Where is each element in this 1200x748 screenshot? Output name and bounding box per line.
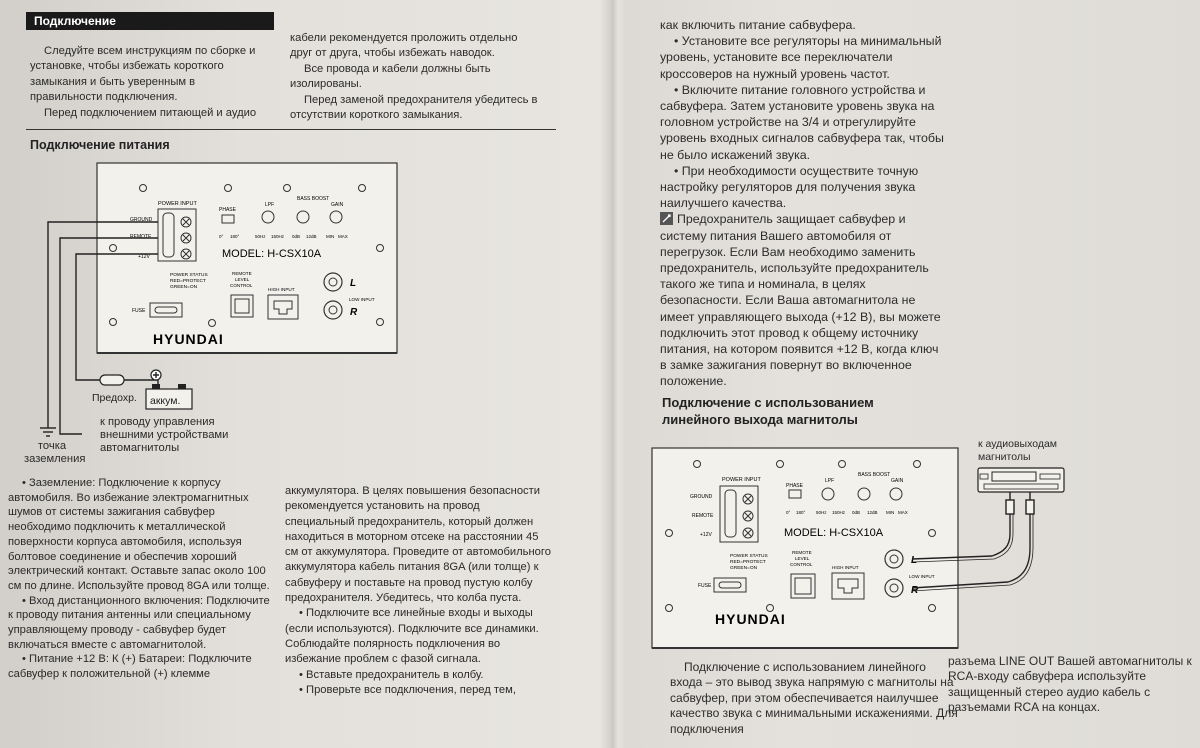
body-column-1: [8, 476, 270, 682]
intro-column-2: [290, 31, 542, 123]
fuse-panel-label: FUSE: [698, 583, 712, 589]
lpf-50-label: 50Hz: [255, 234, 266, 239]
bass-boost-0-label: 0dB: [852, 510, 861, 515]
amplifier-panel: [97, 163, 397, 353]
remote-level-label: LEVEL: [795, 556, 810, 561]
gain-max-label: MAX: [898, 510, 908, 515]
ground-point-note: точка заземления: [24, 440, 86, 465]
red-protect-label: RED=PROTECT: [730, 560, 766, 565]
model-label: MODEL: H-CSX10A: [222, 248, 322, 260]
paragraph: аккумулятора. В целях повышения безопасности рекомендуется установить на провод специальный предохранитель, который должен находиться в моторном отсеке на расстоянии 45 см от аккумулятора. Проведите от автомобильного аккумулятора кабель питания 8GA (или толще) к сабвуферу и поставьте на провод пустую колбу предохранителя. Убедитесь, что колба пуста.: [285, 485, 551, 605]
green-on-label: GREEN=ON: [730, 566, 758, 571]
remote-label: REMOTE: [692, 513, 714, 519]
v12-label: +12V: [138, 254, 150, 260]
bass-boost-12-label: 12dB: [867, 510, 878, 515]
fuse-panel-label: FUSE: [132, 308, 146, 314]
lpf-150-label: 150Hz: [832, 510, 846, 515]
remote-wire-note: к проводу управления внешними устройствами автомагнитолы: [100, 416, 229, 454]
amplifier-panel: [652, 448, 958, 648]
phase-180-label: 180°: [230, 234, 240, 239]
body-column-2: [285, 484, 551, 698]
bass-boost-label: BASS BOOST: [297, 196, 330, 202]
lpf-label: LPF: [825, 478, 835, 484]
power-input-label: POWER INPUT: [722, 477, 761, 483]
phase-label: PHASE: [786, 483, 803, 489]
paragraph: Перед заменой предохранителя убедитесь в отсутствии короткого замыкания.: [290, 93, 538, 122]
inline-fuse-label: Предохр.: [92, 392, 137, 404]
section-divider: [26, 129, 556, 130]
paragraph: Все провода и кабели должны быть изолированы.: [290, 62, 491, 91]
brand-logo: HYUNDAI: [715, 611, 786, 627]
bass-boost-12-label: 12dB: [306, 234, 317, 239]
phase-0-label: 0°: [219, 234, 224, 239]
rca-left-label: L: [911, 555, 918, 566]
v12-label: +12V: [700, 532, 712, 538]
bullet-paragraph: • Включите питание головного устройства и сабвуфера. Затем установите уровень звука на головном устройстве на 3/4 и отрегулируйте уровень входных сигналов сабвуфера так, чтобы не было искажений звука.: [660, 82, 944, 162]
power-status-label: POWER STATUS: [170, 273, 208, 278]
bullet-paragraph: • Вставьте предохранитель в колбу.: [299, 668, 484, 681]
remote-level-label: CONTROL: [790, 562, 813, 567]
phase-label: PHASE: [219, 207, 236, 213]
rca-right-label: R: [350, 307, 358, 318]
bass-boost-0-label: 0dB: [292, 234, 301, 239]
bullet-paragraph: • Подключите все линейные входы и выходы (если используются). Подключите все динамики. Соблюдайте полярность подключения во избежание проблем с фазой сигнала.: [285, 607, 539, 666]
gain-label: GAIN: [331, 202, 344, 208]
section-title: Подключение: [34, 14, 116, 28]
remote-level-label: REMOTE: [792, 550, 812, 555]
lpf-50-label: 50Hz: [816, 510, 827, 515]
bass-boost-label: BASS BOOST: [858, 472, 891, 478]
bullet-paragraph: • Заземление: Подключение к корпусу автомобиля. Во избежание электромагнитных шумов от системы зажигания сабвуфер необходимо подключить к металлической поверхности корпуса автомобиля, используя болтовое соединение и обеспечив хороший электрический контакт. Оставьте запас около 100 см по длине. Используйте провод 8GA или толще.: [8, 477, 270, 592]
gain-min-label: MIN: [326, 234, 335, 239]
bullet-paragraph: • Вход дистанционного включения: Подключите к проводу питания антенны или специальному управляющему проводу - сабвуфер будет включаться вместе с автомагнитолой.: [8, 594, 270, 651]
gain-label: GAIN: [891, 478, 904, 484]
gain-min-label: MIN: [886, 510, 895, 515]
rca-right-label: R: [911, 585, 919, 596]
line-output-text-2: разъема LINE OUT Вашей автомагнитолы к RCA-входу сабвуфера используйте защищенный стерео аудио кабель с разъемами RCA на концах.: [948, 654, 1192, 715]
high-input-label: HIGH INPUT: [832, 565, 859, 570]
phase-0-label: 0°: [786, 510, 791, 515]
title-line: линейного выхода магнитолы: [662, 412, 858, 427]
low-input-label: LOW INPUT: [349, 297, 375, 302]
remote-level-label: CONTROL: [230, 283, 253, 288]
phase-180-label: 180°: [796, 510, 806, 515]
page-gutter: [600, 0, 626, 748]
paragraph: как включить питание сабвуфера.: [660, 18, 856, 32]
ground-label: GROUND: [130, 217, 153, 223]
brand-logo: HYUNDAI: [153, 331, 224, 347]
lpf-label: LPF: [265, 202, 275, 208]
paragraph: кабели рекомендуется проложить отдельно друг от друга, чтобы избежать наводок.: [290, 32, 518, 60]
green-on-label: GREEN=ON: [170, 285, 198, 290]
lpf-150-label: 150Hz: [271, 234, 285, 239]
bullet-paragraph: • Установите все регуляторы на минимальный уровень, установите все переключатели кроссоверов на нужный уровень частот.: [660, 34, 942, 81]
title-line: Подключение с использованием: [662, 395, 874, 410]
note-icon: [660, 212, 673, 225]
note-text: Предохранитель защищает сабвуфер и систему питания Вашего автомобиля от перегрузок. Если Вам необходимо заменить предохранитель, используйте предохранитель такого же типа и номинала, в целях безопасности. Если Ваша автомагнитола не имеет управляющего выхода (+12 В), вы можете подключить этот провод к общему источнику питания, на котором появится +12 В, когда ключ в замке зажигания повернут во включенное положение.: [660, 212, 941, 389]
paragraph: Перед подключением питающей и аудио: [44, 106, 257, 119]
setup-column: [660, 17, 946, 390]
paragraph: Следуйте всем инструкциям по сборке и установке, чтобы избежать короткого замыкания и быть уверенным в правильности подключения.: [30, 45, 256, 104]
model-label: MODEL: H-CSX10A: [784, 527, 884, 539]
line-output-title: [662, 394, 874, 428]
ground-label: GROUND: [690, 494, 713, 500]
red-protect-label: RED=PROTECT: [170, 279, 206, 284]
head-unit-icon: [978, 468, 1064, 492]
high-input-label: HIGH INPUT: [268, 287, 295, 292]
remote-level-label: REMOTE: [232, 271, 252, 276]
bullet-paragraph: • Питание +12 В: К (+) Батареи: Подключите сабвуфер к положительной (+) клемме: [8, 653, 252, 681]
line-output-text-1: Подключение с использованием линейного входа – это вывод звука напрямую с магнитолы на сабвуфер, при этом обеспечивается наилучшее качество звука с минимальными искажениями. Для подключения: [670, 660, 958, 736]
right-page: [612, 0, 1200, 748]
section-title-bar: [26, 12, 274, 30]
power-input-label: POWER INPUT: [158, 201, 197, 207]
line-output-diagram: [612, 438, 1200, 660]
rca-left-label: L: [350, 278, 357, 289]
audio-out-note: к аудиовыходам магнитолы: [978, 438, 1058, 463]
low-input-label: LOW INPUT: [909, 574, 935, 579]
remote-label: REMOTE: [130, 234, 152, 240]
note-paragraph: [660, 211, 946, 389]
ground-symbol-icon: [40, 428, 56, 436]
bullet-paragraph: • При необходимости осуществите точную настройку регуляторов для получения звука наилучшего качества.: [660, 163, 919, 211]
intro-column-1: [30, 44, 268, 121]
power-status-label: POWER STATUS: [730, 554, 768, 559]
inline-fuse-icon: [100, 375, 124, 385]
power-connection-title: Подключение питания: [30, 138, 170, 152]
power-wiring-diagram: [0, 150, 600, 468]
gain-max-label: MAX: [338, 234, 348, 239]
battery-label: аккум.: [150, 395, 181, 407]
bullet-paragraph: • Проверьте все подключения, перед тем,: [299, 683, 516, 696]
remote-level-label: LEVEL: [235, 277, 250, 282]
